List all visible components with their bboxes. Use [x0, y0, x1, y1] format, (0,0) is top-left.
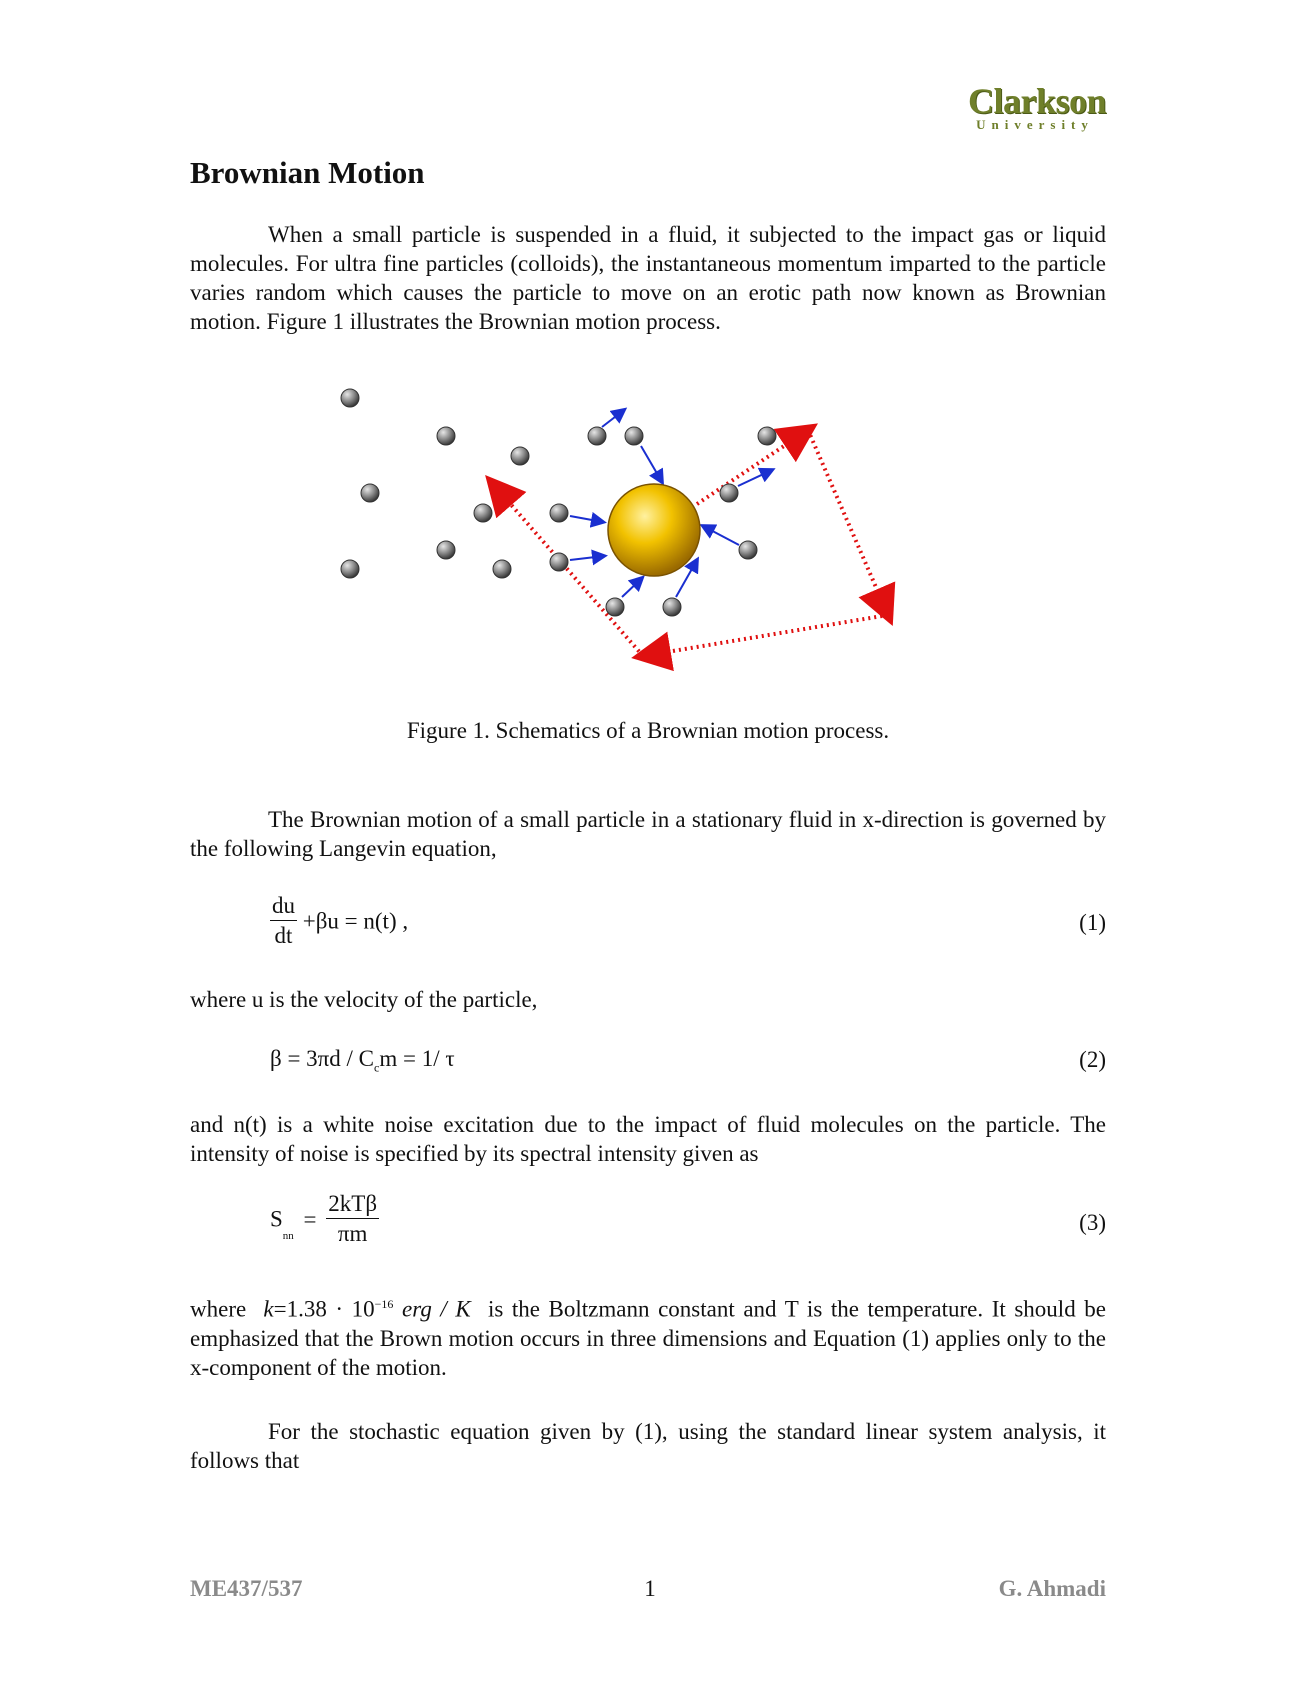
eq2-part-a: β = 3πd / C [270, 1046, 375, 1071]
page-title: Brownian Motion [190, 155, 425, 190]
impact-arrow [570, 556, 604, 560]
impact-arrow [570, 516, 603, 522]
molecule [437, 541, 455, 559]
molecule [550, 504, 568, 522]
p5-start: where [190, 1296, 247, 1322]
impact-arrow [602, 410, 624, 427]
brownian-particle [608, 484, 700, 576]
eq1-rest: +βu = n(t) , [302, 908, 409, 934]
equation-1-label: (1) [1079, 910, 1106, 935]
molecule [720, 484, 738, 502]
logo-text: Clarkson [968, 81, 1107, 121]
footer-course: ME437/537 [190, 1576, 303, 1601]
molecule [361, 484, 379, 502]
langevin-intro-paragraph: The Brownian motion of a small particle in a stationary fluid in x-direction is governed by the following Langevin equation, [190, 807, 1106, 861]
k-exponent: −16 [374, 1297, 394, 1311]
eq3-lhs: S [270, 1206, 283, 1232]
k-symbol: k [263, 1296, 274, 1322]
molecule [663, 598, 681, 616]
eq3-lhs-subscript: nn [282, 1229, 294, 1242]
molecule [550, 553, 568, 571]
equation-3-label: (3) [1079, 1210, 1106, 1235]
eq1-denominator: dt [274, 923, 293, 948]
molecule [625, 427, 643, 445]
footer-page-number: 1 [644, 1576, 656, 1601]
eq3-numerator: 2kTβ [326, 1190, 379, 1219]
brownian-motion-figure [0, 0, 1306, 720]
k-value: =1.38 · 10 [273, 1296, 375, 1322]
eq1-fraction [270, 892, 297, 951]
molecule [758, 427, 776, 445]
p5-rest: is the Boltzmann constant and T is the temperature. It should be emphasized that the Brown motion occurs in three dimensions and Equation (1) applies only to the x-component of the motion. [190, 1296, 1106, 1380]
figure-caption: Figure 1. Schematics of a Brownian motion process. [406, 718, 890, 743]
molecule [341, 560, 359, 578]
eq2-part-b: m = 1/ τ [379, 1046, 455, 1071]
molecule [437, 427, 455, 445]
impact-arrow [703, 526, 739, 545]
intro-paragraph: When a small particle is suspended in a fluid, it subjected to the impact gas or liquid molecules. For ultra fine particles (colloids), the instantaneous momentum imparted to the particle varies random which causes the particle to move on an erotic path now known as Brownian motion. Figure 1 illustrates the Brownian motion process. [190, 222, 1106, 334]
eq2-subscript: c [374, 1060, 380, 1075]
equation-1 [270, 892, 408, 951]
path-segment-3 [643, 615, 888, 656]
stochastic-paragraph: For the stochastic equation given by (1), using the standard linear system analysis, it follows that [190, 1419, 1106, 1473]
eq1-numerator: du [270, 892, 297, 921]
molecule [739, 541, 757, 559]
footer-author: G. Ahmadi [998, 1576, 1106, 1601]
molecule [588, 427, 606, 445]
noise-paragraph: and n(t) is a white noise excitation due to the impact of fluid molecules on the particle. The intensity of noise is specified by its spectral intensity given as [190, 1112, 1106, 1166]
equation-3 [270, 1190, 379, 1249]
molecule [493, 560, 511, 578]
velocity-definition: where u is the velocity of the particle, [190, 987, 538, 1012]
impact-arrow [641, 446, 662, 482]
impact-arrow [622, 578, 642, 597]
molecule [341, 389, 359, 407]
molecule [511, 447, 529, 465]
path-segment-2 [808, 430, 888, 615]
eq3-equals: = [303, 1206, 317, 1232]
boltzmann-paragraph [190, 1290, 1106, 1382]
fluid-molecules [341, 389, 776, 616]
k-unit: erg / K [402, 1296, 471, 1322]
molecule [606, 598, 624, 616]
molecule [474, 504, 492, 522]
equation-2 [270, 1046, 455, 1076]
logo-subtext: University [976, 117, 1094, 132]
eq3-fraction [326, 1190, 379, 1249]
equation-2-label: (2) [1079, 1047, 1106, 1072]
eq3-denominator: πm [337, 1221, 368, 1246]
path-segment-1 [697, 430, 808, 504]
